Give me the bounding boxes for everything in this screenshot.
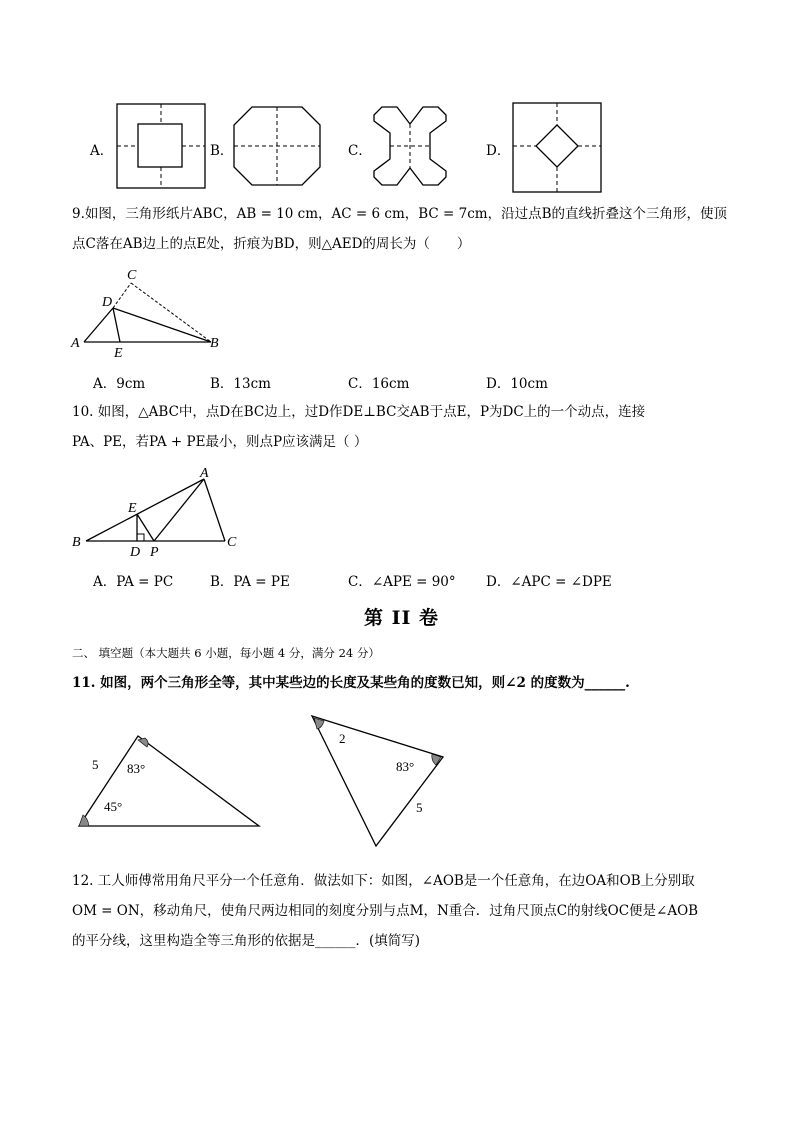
- q8-option-d-label: D．: [486, 143, 511, 159]
- q9-option-c: C．16cm: [348, 376, 410, 392]
- q12-text-line1: 12. 工人师傅常用角尺平分一个任意角．做法如下：如图，∠AOB是一个任意角，在边OA和OB上分别取: [72, 873, 695, 889]
- q10-text-line1: 10. 如图，△ABC中，点D在BC边上，过D作DE⊥BC交AB于点E，P为DC上的一个动点，连接: [72, 404, 646, 420]
- q10-option-a: A．PA = PC: [93, 574, 174, 590]
- q12-text-line3: 的平分线，这里构造全等三角形的依据是______．(填简写): [72, 933, 421, 949]
- q9-text-line2: 点C落在AB边上的点E处，折痕为BD，则△AED的周长为（ ）: [72, 236, 471, 252]
- q10-label-e: E: [128, 501, 137, 516]
- q8-option-c-label: C．: [348, 143, 372, 159]
- q11-right-angle-label: 2: [339, 731, 346, 746]
- part2-title: 第 II 卷: [364, 607, 440, 629]
- q9-label-e: E: [114, 346, 123, 361]
- q8-option-a-label: A．: [90, 143, 114, 159]
- q8-option-b-label: B．: [210, 143, 234, 159]
- q10-label-b: B: [72, 535, 81, 550]
- q10-label-c: C: [227, 535, 237, 550]
- q11-left-side: 5: [92, 757, 99, 772]
- q9-label-b: B: [210, 336, 219, 351]
- q10-label-p: P: [150, 545, 159, 560]
- q10-option-b: B．PA = PE: [210, 574, 290, 590]
- q10-label-a: A: [200, 466, 209, 481]
- q9-option-a: A．9cm: [93, 376, 146, 392]
- q11-right-side: 5: [416, 800, 423, 815]
- q11-left-bottom-angle: 45°: [104, 799, 123, 814]
- q9-label-a: A: [71, 336, 80, 351]
- q9-label-d: D: [102, 295, 113, 310]
- q10-text-line2: PA、PE，若PA + PE最小，则点P应该满足（ ）: [72, 434, 368, 450]
- q9-option-d: D．10cm: [486, 376, 548, 392]
- q11-text: 11. 如图，两个三角形全等，其中某些边的长度及某些角的度数已知，则∠2 的度数为______.: [72, 675, 630, 691]
- q10-option-d: D．∠APC = ∠DPE: [486, 574, 612, 590]
- q10-option-c: C．∠APE = 90°: [348, 574, 456, 590]
- q12-text-line2: OM = ON，移动角尺，使角尺两边相同的刻度分别与点M，N重合．过角尺顶点C的射线OC便是∠AOB: [72, 903, 699, 919]
- q9-label-c: C: [127, 268, 137, 283]
- q9-option-b: B．13cm: [210, 376, 271, 392]
- section2-heading: 二、 填空题（本大题共 6 小题，每小题 4 分，满分 24 分）: [72, 646, 380, 660]
- q10-label-d: D: [130, 545, 141, 560]
- q9-text-line1: 9.如图，三角形纸片ABC，AB = 10 cm，AC = 6 cm，BC = 7cm，沿过点B的直线折叠这个三角形，使顶: [72, 206, 728, 222]
- q11-right-angle: 83°: [396, 759, 415, 774]
- q11-left-top-angle: 83°: [127, 761, 146, 776]
